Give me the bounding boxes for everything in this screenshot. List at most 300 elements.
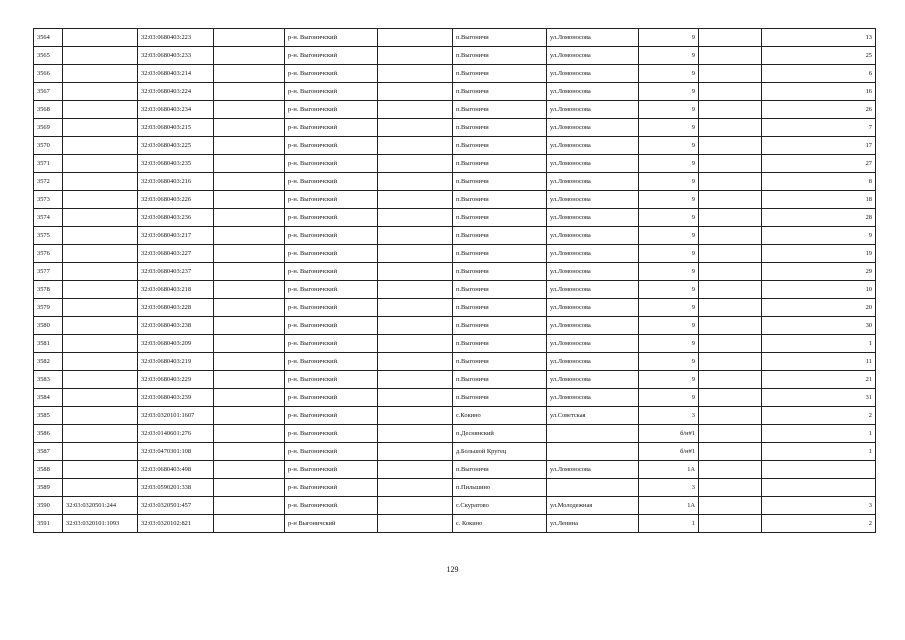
house-number-cell: 9 [639,335,699,353]
table-row [34,317,876,335]
cadastral-number-cell: 32:03:0680403:214 [138,65,214,83]
old-cadastral-number-cell [63,65,138,83]
empty-cell [378,407,453,425]
empty-cell [699,407,762,425]
old-cadastral-number-cell [63,407,138,425]
empty-cell [699,29,762,47]
locality-cell: п.Выгоничи [453,353,547,371]
locality-cell: п.Выгоничи [453,119,547,137]
old-cadastral-number-cell [63,29,138,47]
record-number-cell: 3573 [34,191,63,209]
registry-table [33,28,876,533]
house-number-cell: 9 [639,29,699,47]
district-cell: р-н. Выгоничский [285,263,378,281]
house-number-cell: 9 [639,173,699,191]
unit-number-cell: 17 [762,137,876,155]
record-number-cell: 3576 [34,245,63,263]
district-cell: р-н. Выгоничский [285,389,378,407]
record-number-cell: 3586 [34,425,63,443]
unit-number-cell: 27 [762,155,876,173]
old-cadastral-number-cell [63,461,138,479]
table-row [34,65,876,83]
street-cell: ул.Ломоносова [547,47,639,65]
district-cell: р-н. Выгоничский [285,461,378,479]
unit-number-cell: 6 [762,65,876,83]
cadastral-number-cell: 32:03:0680403:498 [138,461,214,479]
house-number-cell: 9 [639,353,699,371]
district-cell: р-н. Выгоничский [285,371,378,389]
house-number-cell: 9 [639,137,699,155]
street-cell: ул.Ломоносова [547,461,639,479]
district-cell: р-н. Выгоничский [285,101,378,119]
district-cell: р-н. Выгоничский [285,155,378,173]
empty-cell [214,515,285,533]
house-number-cell: 1 [639,515,699,533]
house-number-cell: 3 [639,479,699,497]
record-number-cell: 3589 [34,479,63,497]
empty-cell [214,119,285,137]
table-row [34,371,876,389]
unit-number-cell: 25 [762,47,876,65]
locality-cell: п.Выгоничи [453,245,547,263]
locality-cell: п.Выгоничи [453,155,547,173]
record-number-cell: 3575 [34,227,63,245]
street-cell: ул.Ломоносова [547,353,639,371]
district-cell: р-н. Выгоничский [285,299,378,317]
house-number-cell: 9 [639,83,699,101]
record-number-cell: 3584 [34,389,63,407]
cadastral-number-cell: 32:03:0680403:239 [138,389,214,407]
empty-cell [214,497,285,515]
street-cell: ул.Ломоносова [547,245,639,263]
old-cadastral-number-cell [63,155,138,173]
district-cell: р-н. Выгоничский [285,227,378,245]
record-number-cell: 3567 [34,83,63,101]
empty-cell [378,137,453,155]
empty-cell [214,281,285,299]
unit-number-cell: 2 [762,515,876,533]
street-cell: ул.Ломоносова [547,173,639,191]
old-cadastral-number-cell [63,263,138,281]
empty-cell [699,47,762,65]
locality-cell: п.Выгоничи [453,65,547,83]
record-number-cell: 3577 [34,263,63,281]
unit-number-cell: 2 [762,407,876,425]
empty-cell [378,29,453,47]
locality-cell: п.Выгоничи [453,209,547,227]
empty-cell [378,155,453,173]
cadastral-number-cell: 32:03:0680403:226 [138,191,214,209]
empty-cell [699,227,762,245]
district-cell: р-н. Выгоничский [285,119,378,137]
unit-number-cell: 26 [762,101,876,119]
cadastral-number-cell: 32:03:0680403:209 [138,335,214,353]
cadastral-number-cell: 32:03:0680403:219 [138,353,214,371]
unit-number-cell: 1 [762,443,876,461]
old-cadastral-number-cell [63,173,138,191]
old-cadastral-number-cell [63,371,138,389]
district-cell: р-н. Выгоничский [285,173,378,191]
locality-cell: п.Выгоничи [453,137,547,155]
empty-cell [214,65,285,83]
old-cadastral-number-cell [63,389,138,407]
empty-cell [699,83,762,101]
empty-cell [699,65,762,83]
unit-number-cell: 11 [762,353,876,371]
cadastral-number-cell: 32:03:0680403:216 [138,173,214,191]
cadastral-number-cell: 32:03:0680403:233 [138,47,214,65]
record-number-cell: 3583 [34,371,63,389]
cadastral-number-cell: 32:03:0320501:457 [138,497,214,515]
empty-cell [378,479,453,497]
table-row [34,407,876,425]
district-cell: р-н. Выгоничский [285,191,378,209]
house-number-cell: 9 [639,281,699,299]
empty-cell [378,299,453,317]
empty-cell [214,317,285,335]
table-row [34,119,876,137]
cadastral-number-cell: 32:03:0680403:225 [138,137,214,155]
street-cell: ул.Ломоносова [547,263,639,281]
old-cadastral-number-cell [63,191,138,209]
locality-cell: п.Выгоничи [453,335,547,353]
record-number-cell: 3565 [34,47,63,65]
empty-cell [214,353,285,371]
house-number-cell: 9 [639,65,699,83]
empty-cell [699,353,762,371]
record-number-cell: 3570 [34,137,63,155]
street-cell: ул.Ломоносова [547,101,639,119]
cadastral-number-cell: 32:03:0320102:821 [138,515,214,533]
empty-cell [378,497,453,515]
record-number-cell: 3574 [34,209,63,227]
house-number-cell: 9 [639,227,699,245]
street-cell: ул.Ломоносова [547,209,639,227]
empty-cell [378,317,453,335]
street-cell: ул.Ломоносова [547,335,639,353]
cadastral-number-cell: 32:03:0680403:235 [138,155,214,173]
table-row [34,191,876,209]
empty-cell [214,371,285,389]
empty-cell [699,443,762,461]
record-number-cell: 3581 [34,335,63,353]
street-cell: ул.Ломоносова [547,371,639,389]
empty-cell [699,281,762,299]
unit-number-cell: 30 [762,317,876,335]
empty-cell [699,101,762,119]
empty-cell [699,497,762,515]
empty-cell [378,173,453,191]
locality-cell: п.Выгоничи [453,461,547,479]
record-number-cell: 3571 [34,155,63,173]
locality-cell: п.Выгоничи [453,227,547,245]
empty-cell [699,389,762,407]
table-row [34,335,876,353]
old-cadastral-number-cell [63,335,138,353]
locality-cell: п.Выгоничи [453,317,547,335]
house-number-cell: 9 [639,155,699,173]
empty-cell [699,245,762,263]
empty-cell [699,461,762,479]
locality-cell: п.Выгоничи [453,83,547,101]
table-row [34,299,876,317]
table-row [34,137,876,155]
unit-number-cell: 3 [762,497,876,515]
old-cadastral-number-cell: 32:03:0320501:244 [63,497,138,515]
house-number-cell: 9 [639,299,699,317]
empty-cell [214,83,285,101]
locality-cell: п.Выгоничи [453,281,547,299]
old-cadastral-number-cell [63,101,138,119]
old-cadastral-number-cell [63,443,138,461]
house-number-cell: 9 [639,317,699,335]
empty-cell [378,209,453,227]
cadastral-number-cell: 32:03:0680403:237 [138,263,214,281]
street-cell: ул.Ломоносова [547,227,639,245]
unit-number-cell: 28 [762,209,876,227]
record-number-cell: 3564 [34,29,63,47]
empty-cell [214,155,285,173]
empty-cell [378,515,453,533]
record-number-cell: 3580 [34,317,63,335]
old-cadastral-number-cell: 32:03:0320101:1093 [63,515,138,533]
empty-cell [378,227,453,245]
empty-cell [699,371,762,389]
empty-cell [378,191,453,209]
table-row [34,425,876,443]
district-cell: р-н. Выгоничский [285,245,378,263]
street-cell: ул.Молодежная [547,497,639,515]
district-cell: р-н. Выгоничский [285,83,378,101]
cadastral-number-cell: 32:03:0680403:228 [138,299,214,317]
record-number-cell: 3591 [34,515,63,533]
district-cell: р-н. Выгоничский [285,137,378,155]
old-cadastral-number-cell [63,227,138,245]
empty-cell [699,317,762,335]
cadastral-number-cell: 32:03:0680403:236 [138,209,214,227]
locality-cell: д.Большой Кругец [453,443,547,461]
empty-cell [378,335,453,353]
cadastral-number-cell: 32:03:0680403:229 [138,371,214,389]
empty-cell [378,245,453,263]
street-cell: ул.Ломоносова [547,29,639,47]
unit-number-cell: 31 [762,389,876,407]
locality-cell: п.Пильшино [453,479,547,497]
old-cadastral-number-cell [63,299,138,317]
record-number-cell: 3588 [34,461,63,479]
empty-cell [699,191,762,209]
house-number-cell: 3 [639,407,699,425]
house-number-cell: 9 [639,371,699,389]
table-row [34,353,876,371]
district-cell: р-н. Выгоничский [285,47,378,65]
district-cell: р-н. Выгоничский [285,281,378,299]
empty-cell [214,299,285,317]
empty-cell [214,389,285,407]
street-cell: ул.Ломоносова [547,155,639,173]
table-body [34,29,876,533]
empty-cell [378,119,453,137]
empty-cell [378,389,453,407]
unit-number-cell: 1 [762,335,876,353]
street-cell: ул.Ленина [547,515,639,533]
district-cell: р-н. Выгоничский [285,29,378,47]
table-row [34,29,876,47]
locality-cell: п.Выгоничи [453,191,547,209]
record-number-cell: 3585 [34,407,63,425]
table-row [34,389,876,407]
empty-cell [214,29,285,47]
cadastral-number-cell: 32:03:0680403:223 [138,29,214,47]
locality-cell: п.Выгоничи [453,263,547,281]
unit-number-cell: 16 [762,83,876,101]
empty-cell [214,137,285,155]
unit-number-cell: 20 [762,299,876,317]
old-cadastral-number-cell [63,353,138,371]
table-row [34,245,876,263]
empty-cell [214,47,285,65]
old-cadastral-number-cell [63,47,138,65]
unit-number-cell [762,479,876,497]
table-row [34,443,876,461]
street-cell [547,425,639,443]
record-number-cell: 3568 [34,101,63,119]
unit-number-cell: 9 [762,227,876,245]
empty-cell [214,425,285,443]
street-cell: ул.Ломоносова [547,119,639,137]
unit-number-cell: 19 [762,245,876,263]
house-number-cell: 9 [639,245,699,263]
empty-cell [214,479,285,497]
cadastral-number-cell: 32:03:0680403:218 [138,281,214,299]
table-row [34,263,876,281]
house-number-cell: 1А [639,497,699,515]
empty-cell [378,65,453,83]
empty-cell [214,407,285,425]
unit-number-cell: 29 [762,263,876,281]
record-number-cell: 3566 [34,65,63,83]
empty-cell [699,119,762,137]
street-cell: ул.Ломоносова [547,83,639,101]
record-number-cell: 3572 [34,173,63,191]
house-number-cell: 9 [639,47,699,65]
old-cadastral-number-cell [63,479,138,497]
cadastral-number-cell: 32:03:0680403:217 [138,227,214,245]
empty-cell [699,299,762,317]
cadastral-number-cell: 32:03:0590201:338 [138,479,214,497]
locality-cell: п.Деснянский [453,425,547,443]
unit-number-cell: 1 [762,425,876,443]
empty-cell [699,137,762,155]
old-cadastral-number-cell [63,281,138,299]
street-cell: ул.Советская [547,407,639,425]
unit-number-cell: 21 [762,371,876,389]
table-row [34,101,876,119]
empty-cell [699,515,762,533]
locality-cell: п.Выгоничи [453,29,547,47]
empty-cell [699,335,762,353]
unit-number-cell: 7 [762,119,876,137]
street-cell [547,443,639,461]
empty-cell [214,191,285,209]
record-number-cell: 3590 [34,497,63,515]
empty-cell [214,173,285,191]
cadastral-number-cell: 32:03:0680403:234 [138,101,214,119]
house-number-cell: 9 [639,389,699,407]
street-cell: ул.Ломоносова [547,317,639,335]
table-row [34,47,876,65]
empty-cell [214,263,285,281]
old-cadastral-number-cell [63,137,138,155]
district-cell: р-н. Выгоничский [285,353,378,371]
locality-cell: п.Выгоничи [453,101,547,119]
empty-cell [699,425,762,443]
locality-cell: п.Выгоничи [453,389,547,407]
unit-number-cell: 8 [762,173,876,191]
locality-cell: п.Выгоничи [453,173,547,191]
old-cadastral-number-cell [63,317,138,335]
empty-cell [699,479,762,497]
empty-cell [378,371,453,389]
street-cell: ул.Ломоносова [547,191,639,209]
empty-cell [699,155,762,173]
locality-cell: п.Выгоничи [453,47,547,65]
table-row [34,155,876,173]
street-cell: ул.Ломоносова [547,137,639,155]
cadastral-number-cell: 32:03:0680403:238 [138,317,214,335]
cadastral-number-cell: 32:03:0140601:276 [138,425,214,443]
district-cell: р-н Выгоничский [285,515,378,533]
empty-cell [699,173,762,191]
table-row [34,209,876,227]
street-cell [547,479,639,497]
locality-cell: с.Скуратово [453,497,547,515]
table-row [34,83,876,101]
record-number-cell: 3579 [34,299,63,317]
house-number-cell: б/н#1 [639,443,699,461]
empty-cell [378,83,453,101]
page-number: 129 [446,565,459,574]
house-number-cell: 9 [639,191,699,209]
cadastral-number-cell: 32:03:0680403:215 [138,119,214,137]
cadastral-number-cell: 32:03:0470301:108 [138,443,214,461]
locality-cell: с. Кокино [453,515,547,533]
locality-cell: п.Выгоничи [453,299,547,317]
table-row [34,281,876,299]
house-number-cell: 9 [639,263,699,281]
empty-cell [378,461,453,479]
cadastral-number-cell: 32:03:0680403:227 [138,245,214,263]
record-number-cell: 3578 [34,281,63,299]
old-cadastral-number-cell [63,83,138,101]
table-row [34,461,876,479]
record-number-cell: 3587 [34,443,63,461]
unit-number-cell: 18 [762,191,876,209]
empty-cell [214,443,285,461]
district-cell: р-н. Выгоничский [285,209,378,227]
district-cell: р-н. Выгоничский [285,479,378,497]
empty-cell [214,209,285,227]
district-cell: р-н. Выгоничский [285,497,378,515]
cadastral-number-cell: 32:03:0680403:224 [138,83,214,101]
empty-cell [214,461,285,479]
empty-cell [378,353,453,371]
empty-cell [214,227,285,245]
empty-cell [378,47,453,65]
table-row [34,479,876,497]
district-cell: р-н. Выгоничский [285,443,378,461]
locality-cell: п.Выгоничи [453,371,547,389]
